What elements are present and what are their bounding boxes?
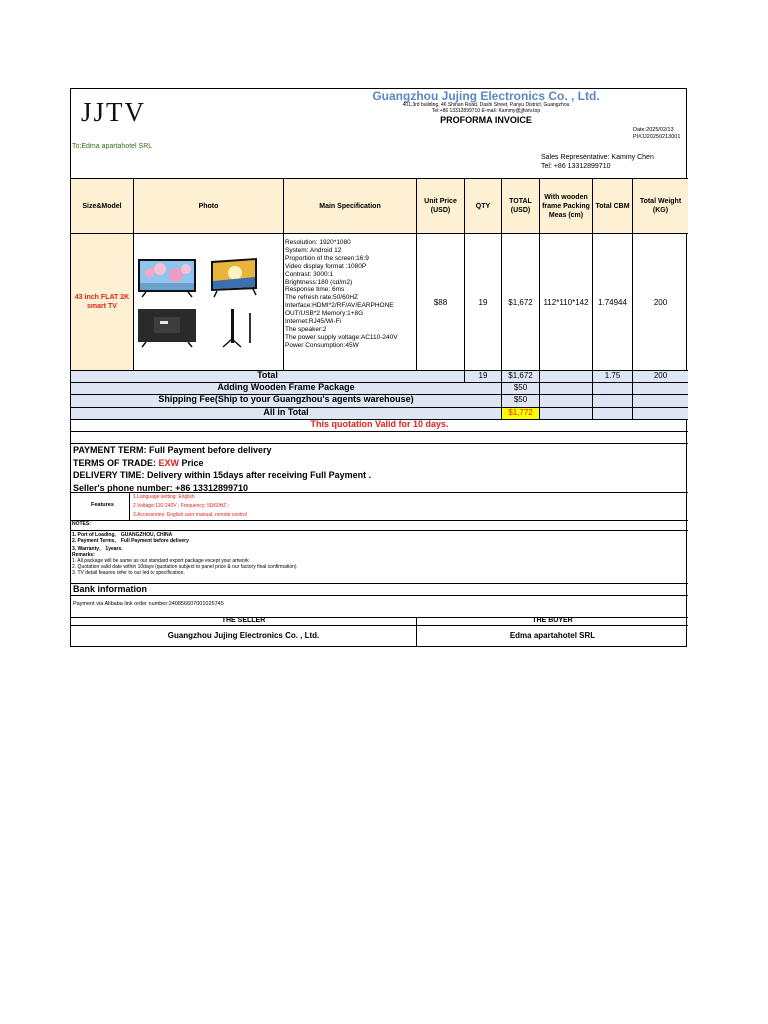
- grid-line: [539, 178, 540, 419]
- spec-line: Response time: 6ms: [285, 286, 345, 294]
- sales-rep-block: [541, 153, 654, 171]
- company-name: Guangzhou Jujing Electronics Co. , Ltd.: [372, 89, 600, 103]
- terms-block: [73, 444, 371, 494]
- grid-line: [71, 407, 688, 408]
- terms-of-trade: TERMS OF TRADE: EXW Price: [73, 457, 204, 468]
- bank-payment-info: Payment via Alibaba link order number:240856607001025745: [73, 601, 224, 607]
- grid-line: [71, 595, 688, 596]
- grid-line: [283, 178, 284, 370]
- quotation-validity: This quotation Valid for 10 days.: [310, 419, 449, 429]
- tv-angle-photo: [209, 257, 261, 299]
- grid-line: [71, 419, 688, 420]
- total-qty: 19: [478, 371, 488, 380]
- tv-front-photo: [136, 257, 198, 299]
- grid-line: [71, 520, 688, 521]
- grid-line: [464, 178, 465, 382]
- invoice-date: Date:2025/02/13: [633, 127, 674, 133]
- grid-line: [71, 443, 688, 444]
- spec-line: The power supply voltage:AC110-240V: [285, 333, 398, 341]
- sales-telephone: Tel: +86 13312899710: [541, 163, 611, 170]
- spec-line: The speaker:2: [285, 325, 327, 333]
- spec-line: Brightness:180 (cd/m2): [285, 278, 353, 286]
- grid-line: [632, 178, 633, 419]
- all-in-total-usd: $1,772: [508, 408, 533, 417]
- note-line: 1. Port of Loading、 GUANGZHOU, CHINA: [72, 532, 173, 538]
- spec-line: Proportion of the screen:16:9: [285, 254, 369, 262]
- grid-line: [416, 178, 417, 370]
- tv-side-photo: [209, 307, 261, 349]
- product-qty: 19: [478, 297, 488, 307]
- shipping-fee-label: Shipping Fee(Ship to your Guangzhou's agents warehouse): [158, 394, 414, 404]
- spec-line: Interface:HDMI*2/RF/AV/EARPHONE: [285, 302, 394, 310]
- note-line: 1. All package will be same as our standard export package except your artwork: [72, 558, 249, 564]
- shipping-fee-usd: $50: [513, 395, 528, 404]
- feature-item: 2.Voltage:110-240V ; Frequency: 50/60HZ ;: [133, 503, 230, 509]
- all-in-total-label: All in Total: [263, 407, 309, 417]
- grid-line: [71, 492, 688, 493]
- notes-list: [72, 532, 297, 576]
- product-weight: 200: [653, 297, 668, 307]
- wooden-frame-usd: $50: [513, 383, 528, 392]
- product-cbm: 1.74944: [598, 297, 627, 307]
- col-size-model: Size&Model: [71, 179, 133, 233]
- seller-phone: Seller's phone number: +86 13312899710: [73, 482, 248, 493]
- total-weight: 200: [653, 371, 668, 380]
- grid-line: [416, 617, 417, 647]
- invoice-date-block: [633, 127, 680, 141]
- col-weight: Total Weight (KG): [633, 179, 688, 233]
- grid-line: [71, 370, 688, 371]
- note-line: 3. TV detail feaures refer to our led tv specification.: [72, 570, 185, 576]
- total-cbm: 1.75: [604, 371, 621, 380]
- spec-line: Video display format :1080P: [285, 262, 367, 270]
- feature-item: 3.Accessories: English user manual, remote control: [133, 512, 247, 518]
- wooden-frame-label: Adding Wooden Frame Package: [217, 382, 355, 392]
- grid-line: [71, 233, 688, 234]
- bank-information-title: Bank information: [73, 584, 148, 594]
- grid-line: [71, 530, 688, 531]
- spec-line: Internet:RJ45/Wi-Fi: [285, 318, 341, 326]
- grid-line: [592, 178, 593, 419]
- grid-line: [71, 431, 688, 432]
- invoice-number: PI#JJ20250213001: [633, 134, 681, 140]
- note-line: 2. Quotation valid date within 10days (quotation subject to panel price & our factory final confirmation): [72, 564, 297, 570]
- col-unit-price: Unit Price (USD): [417, 179, 464, 233]
- spec-line: OUT/USB*2 Memory:1+8G: [285, 310, 364, 318]
- grid-line: [501, 178, 502, 419]
- grid-line: [133, 178, 134, 370]
- seller-name: Guangzhou Jujing Electronics Co. , Ltd.: [167, 631, 320, 640]
- product-size-model: 43 inch FLAT 2K smart TV: [71, 234, 133, 370]
- delivery-time: DELIVERY TIME: Delivery within 15days after receiving Full Payment .: [73, 470, 372, 480]
- recipient: To:Edma apartahotel SRL: [72, 143, 153, 150]
- col-qty: QTY: [465, 179, 501, 233]
- notes-label: NOTES:: [72, 521, 91, 527]
- note-line: 3. Warranty、 1years.: [72, 546, 123, 552]
- grid-line: [71, 583, 688, 584]
- grid-line: [71, 625, 688, 626]
- col-main-spec: Main Specification: [284, 179, 416, 233]
- features-label: Features: [91, 502, 114, 508]
- invoice-sheet: [70, 88, 687, 647]
- seller-label: THE SELLER: [221, 617, 266, 624]
- features-list: [133, 493, 247, 520]
- trade-term-exw: EXW: [158, 457, 180, 468]
- company-contact: Tel:+86 13312899710 E-mail: Kammy@jjhotv.top: [431, 108, 541, 114]
- col-cbm: Total CBM: [593, 179, 632, 233]
- spec-line: Power Consumption:45W: [285, 341, 359, 349]
- grid-line: [71, 382, 688, 383]
- buyer-label: THE BUYER: [532, 617, 573, 624]
- spec-line: Resolution: 1920*1080: [285, 239, 351, 246]
- total-label: Total: [257, 370, 278, 380]
- spec-line: System: Android 12: [285, 246, 342, 254]
- note-line: Remarks:: [72, 552, 95, 558]
- col-total: TOTAL (USD): [502, 179, 539, 233]
- grid-line: [71, 178, 688, 179]
- total-usd: $1,672: [508, 371, 533, 380]
- company-address: 401,3rd building, 46 Shinan Road, Dashi Street, Panyu District, Guangzhou: [402, 102, 570, 108]
- product-total: $1,672: [508, 297, 533, 307]
- grid-line: [129, 492, 130, 520]
- document-title: PROFORMA INVOICE: [440, 115, 532, 125]
- product-packing: 112*110*142: [543, 297, 589, 307]
- note-line: 2. Payment Terms、 Full Payment before delivery: [72, 538, 189, 544]
- col-packing: With wooden frame Packing Meas (cm): [540, 179, 592, 233]
- grid-line: [71, 394, 688, 395]
- grid-line: [71, 617, 688, 618]
- buyer-name: Edma apartahotel SRL: [509, 631, 596, 640]
- spec-line: The refresh rate:50/60HZ: [285, 294, 358, 302]
- spec-line: Contrast: 3000:1: [285, 270, 334, 278]
- feature-item: 1.Language setting: English: [133, 494, 195, 500]
- tv-back-photo: [136, 307, 198, 349]
- product-specifications: [284, 234, 416, 370]
- payment-term: PAYMENT TERM: Full Payment before delivery: [73, 445, 272, 455]
- product-unit-price: $88: [433, 297, 448, 307]
- sales-representative: Sales Representative: Kammy Chen: [541, 154, 654, 161]
- col-photo: Photo: [134, 179, 283, 233]
- company-logo: JJTV: [81, 97, 147, 127]
